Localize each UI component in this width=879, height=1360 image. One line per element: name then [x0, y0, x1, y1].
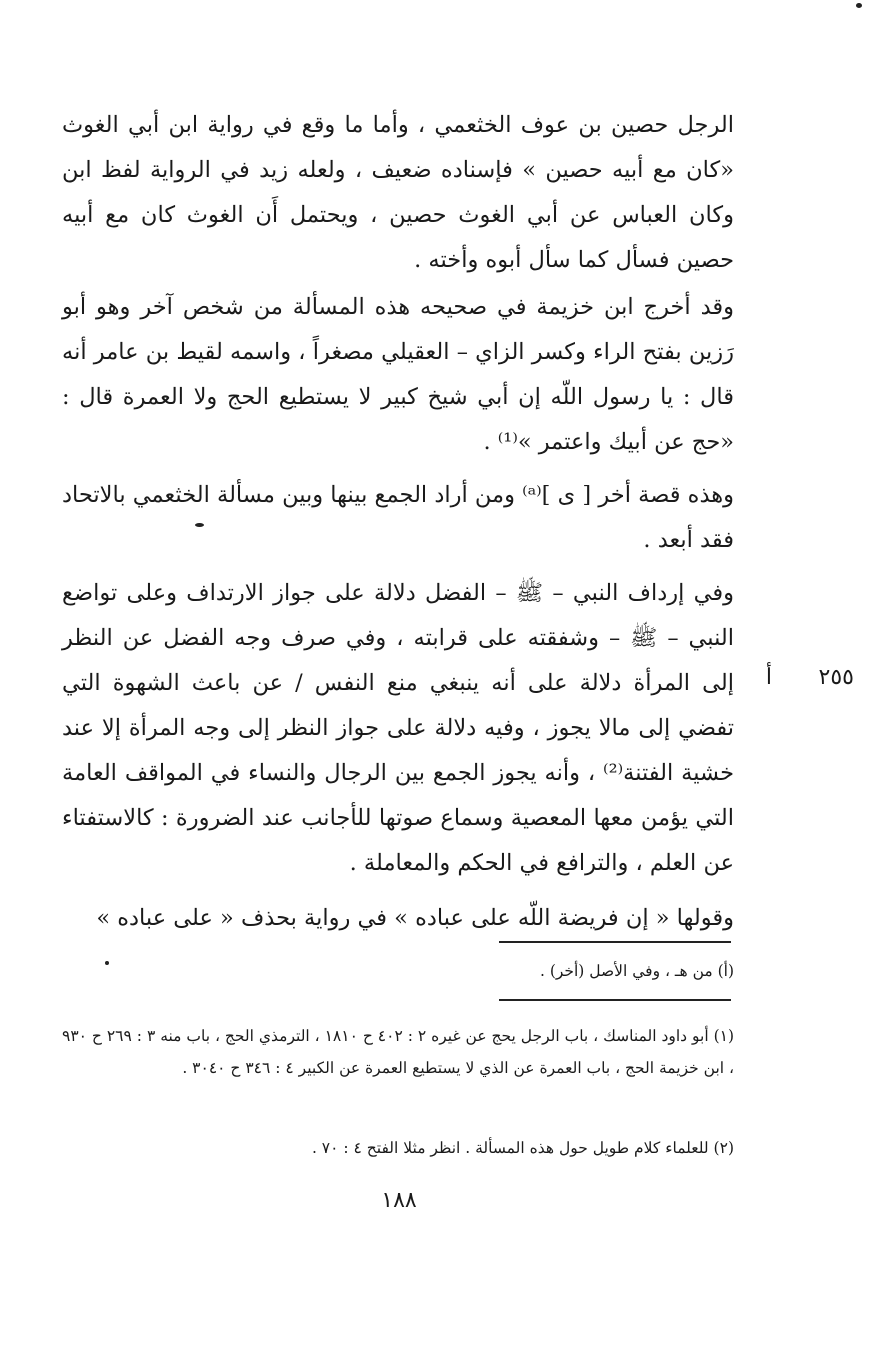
footnote-divider [499, 941, 731, 943]
manuscript-page-ref: ٢٥٥ [818, 665, 854, 690]
manuscript-folio-side: أ [765, 665, 772, 690]
paragraph-3: وهذه قصة أخر [ ى ]⁽ᵃ⁾ ومن أراد الجمع بينها وبين مسألة الخثعمي بالاتحاد فقد أبعد . [62, 482, 734, 553]
footnote-variant-a: (أ) من هـ ، وفي الأصل (أخر) . [539, 962, 734, 980]
footnote-2: (٢) للعلماء كلام طويل حول هذه المسألة . انظر مثلا الفتح ٤ : ٧٠ . [311, 1139, 734, 1157]
paragraph-5: وقولها « إن فريضة اللّه على عباده » في رواية بحذف « على عباده » [96, 905, 734, 931]
footnote-divider [499, 999, 731, 1001]
paragraph-1: الرجل حصين بن عوف الخثعمي ، وأما ما وقع في رواية ابن أبي الغوث «كان مع أبيه حصين » فإسناده ضعيف ، ولعله زيد في الرواية لفظ ابن وكان العباس عن أبي الغوث حصين ، ويحتمل أَن الغوث كان مع أبيه حصين فسأل كما سأل أبوه وأخته . [62, 112, 734, 273]
page-number: ١٨٨ [381, 1188, 417, 1213]
paragraph-2: وقد أخرج ابن خزيمة في صحيحه هذه المسألة من شخص آخر وهو أبو رَزين بفتح الراء وكسر الزاي – العقيلي مصغراً ، واسمه لقيط بن عامر أنه قال : يا رسول اللّه إن أبي شيخ كبير لا يستطيع الحج ولا العمرة قال : «حج عن أبيك واعتمر »⁽¹⁾ . [62, 294, 734, 455]
paragraph-4: وفي إرداف النبي – ﷺ – الفضل دلالة على جواز الارتداف وعلى تواضع النبي – ﷺ – وشفقته على قرابته ، وفي صرف وجه الفضل عن النظر إلى المرأة دلالة على أنه ينبغي منع النفس / عن باعث الشهوة التي تفضي إلى مالا يجوز ، وفيه دلالة على جواز النظر إلى وجه المرأة إلا عند خشية الفتنة⁽²⁾ ، وأنه يجوز الجمع بين الرجال والنساء في المواقف العامة التي يؤمن معها المعصية وسماع صوتها للأجانب عند الضرورة : كالاستفتاء عن العلم ، والترافع في الحكم والمعاملة . [62, 580, 734, 876]
scan-speck [856, 3, 862, 8]
footnote-1: (١) أبو داود المناسك ، باب الرجل يحج عن غيره ٢ : ٤٠٢ ح ١٨١٠ ، الترمذي الحج ، باب منه ٣ : ٢٦٩ ح ٩٣٠ ، ابن خزيمة الحج ، باب العمرة عن الذي لا يستطيع العمرة عن الكبير ٤ : ٣٤٦ ح ٣٠٤٠ . [62, 1027, 735, 1077]
